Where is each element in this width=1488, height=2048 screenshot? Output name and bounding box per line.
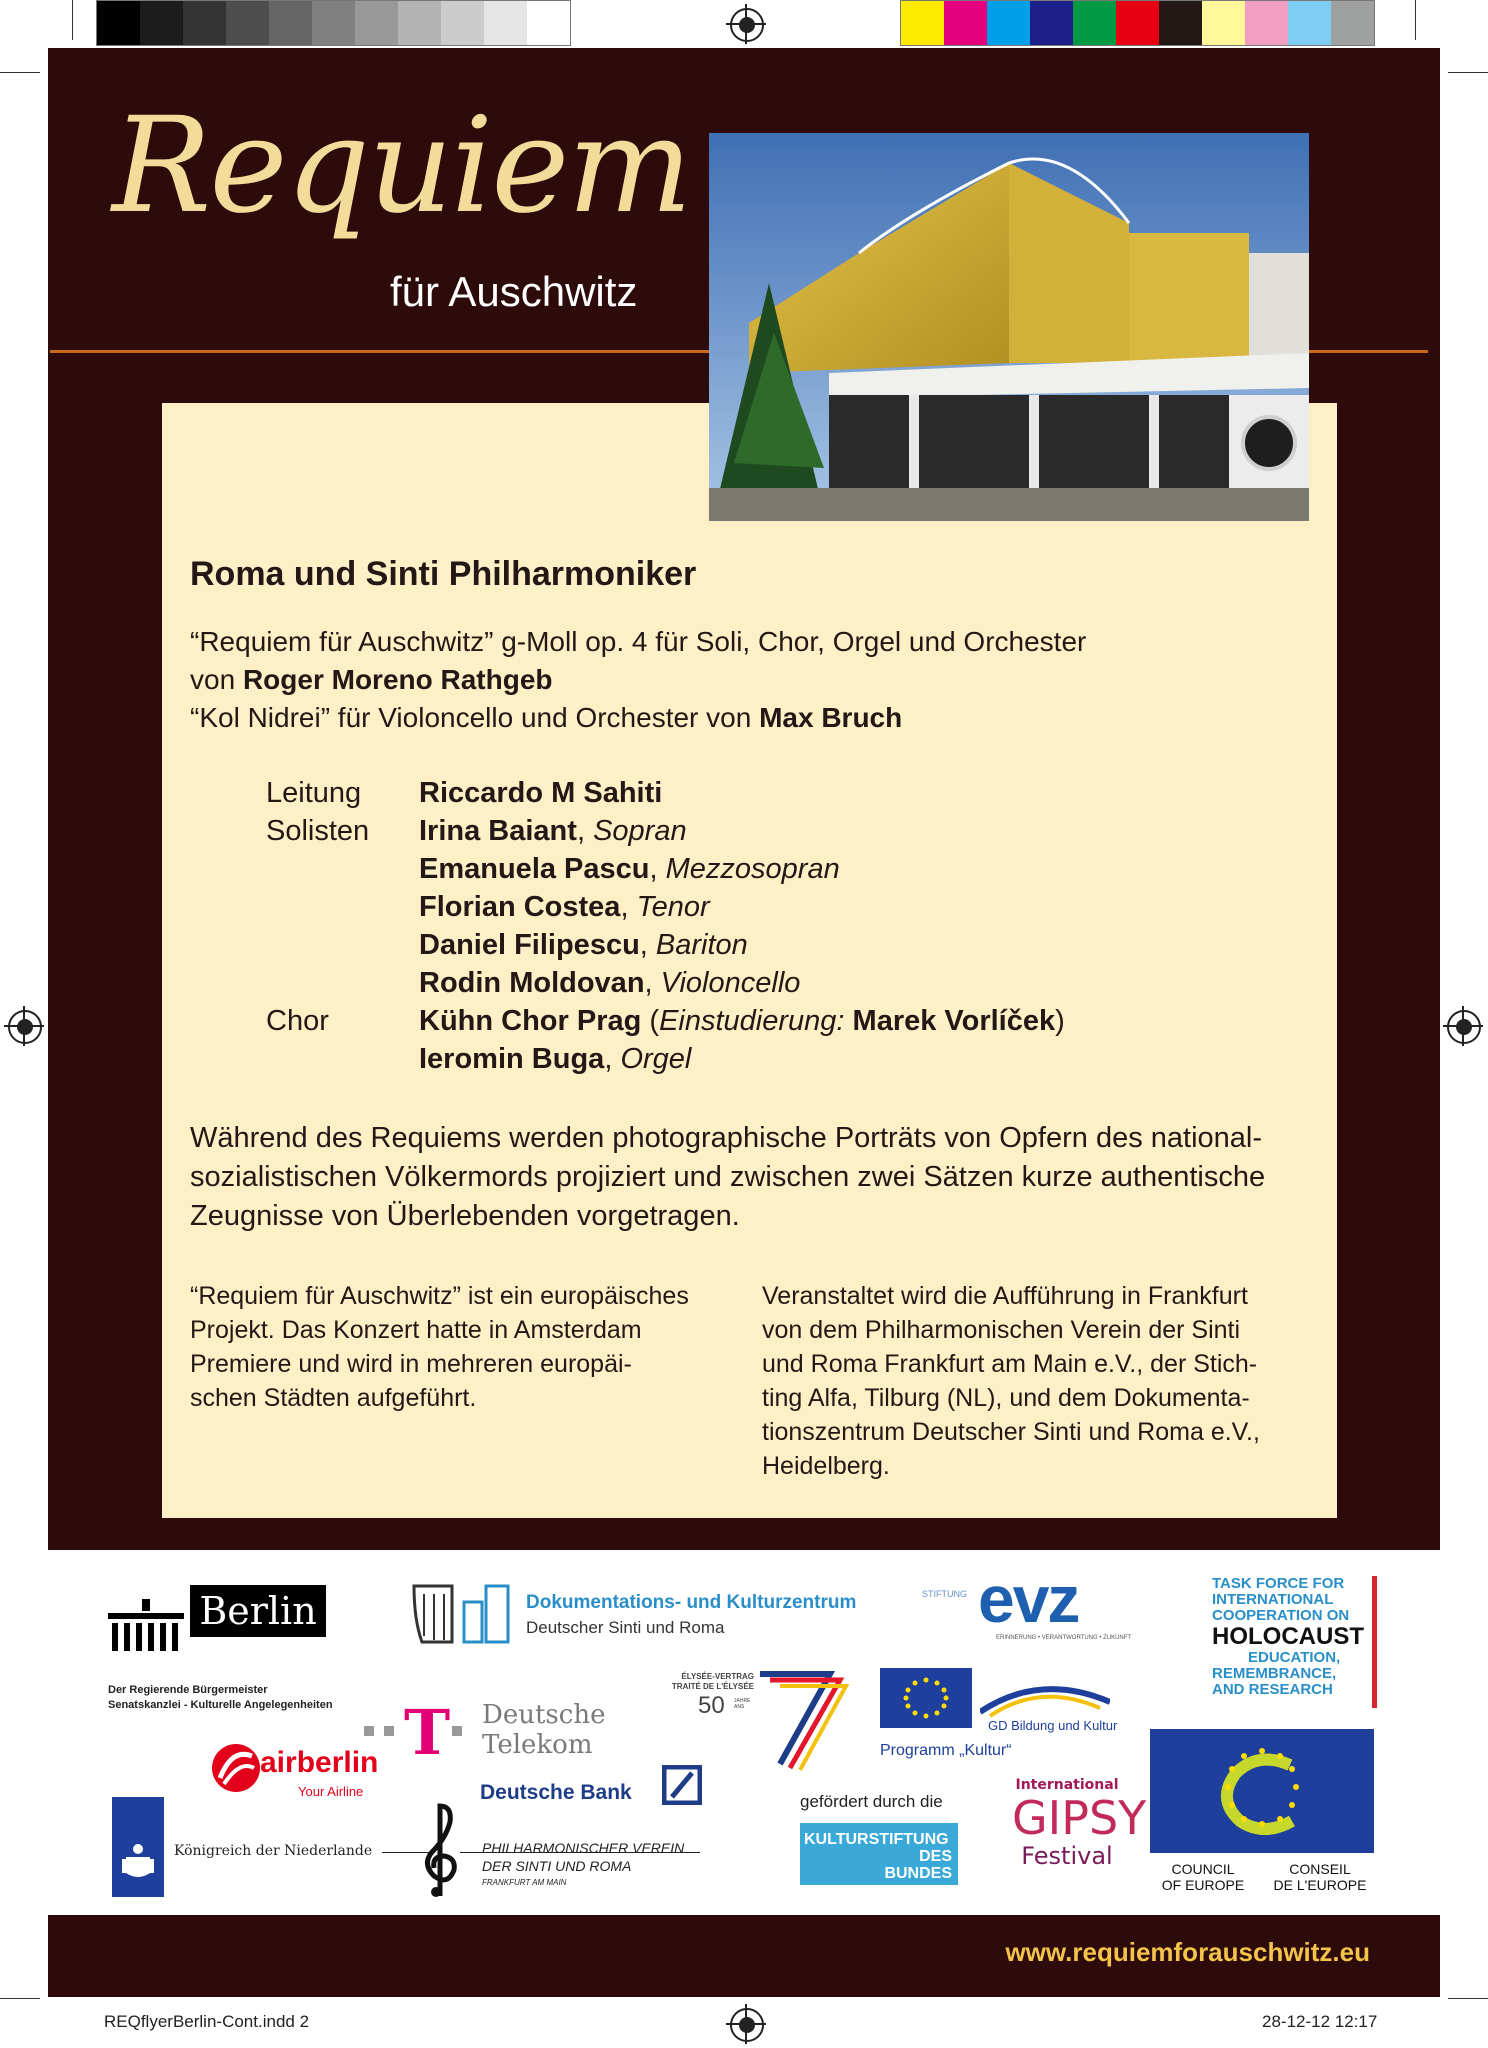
gray-swatch	[398, 1, 441, 45]
cast-name: Rodin Moldovan	[419, 967, 645, 999]
task-force-line: COOPERATION ON	[1212, 1607, 1350, 1624]
gipsy-line-1: International	[1015, 1777, 1119, 1793]
left-column-line: Premiere und wird in mehreren europäi-	[190, 1350, 632, 1378]
telekom-t-icon: T	[404, 1696, 451, 1769]
cast-name: Ieromin Buga	[419, 1043, 605, 1075]
task-force-line: EDUCATION,	[1248, 1649, 1341, 1666]
program-line-2	[190, 661, 553, 699]
telekom-line-2: Telekom	[482, 1730, 593, 1760]
cast-entry: Rodin Moldovan, Violoncello	[419, 967, 801, 999]
crop-mark	[1415, 0, 1416, 40]
title-subtitle: für Auschwitz	[390, 268, 638, 315]
color-swatch	[944, 1, 987, 45]
kulturstiftung-caption: gefördert durch die	[800, 1792, 943, 1811]
berlin-wordmark: Berlin	[190, 1585, 326, 1637]
crop-mark	[0, 1998, 40, 1999]
process-color-bar	[900, 0, 1375, 46]
description-line: sozialistischen Völkermords projiziert und zwischen zwei Sätzen kurze authentische	[190, 1161, 1266, 1193]
right-column	[762, 1279, 1322, 1483]
program-line-1: “Requiem für Auschwitz” g-Moll op. 4 für Soli, Chor, Orgel und Orchester	[190, 626, 1087, 657]
council-of-europe-c-icon	[1150, 1729, 1374, 1853]
kulturstiftung-logo	[800, 1823, 958, 1885]
gray-swatch	[527, 1, 570, 45]
crop-mark	[72, 0, 73, 40]
airberlin-wordmark: airberlin	[260, 1746, 379, 1779]
chor-note-label: Einstudierung:	[659, 1005, 845, 1037]
gray-swatch	[97, 1, 140, 45]
gray-swatch	[226, 1, 269, 45]
website-url[interactable]: www.requiemforauschwitz.eu	[1005, 1937, 1370, 1967]
telekom-dot	[452, 1726, 462, 1736]
berlin-caption-line: Der Regierende Bürgermeister	[108, 1684, 268, 1696]
color-swatch	[1288, 1, 1331, 45]
cast-role: Sopran	[593, 815, 687, 847]
airberlin-tagline: Your Airline	[298, 1784, 364, 1799]
kulturstiftung-line: KULTURSTIFTUNG	[804, 1831, 949, 1848]
description-line: Zeugnisse von Überlebenden vorgetragen.	[190, 1200, 740, 1232]
registration-mark-bottom-icon	[730, 2008, 764, 2042]
berlin-caption-line: Senatskanzlei - Kulturelle Angelegenheiten	[108, 1699, 333, 1711]
content-card	[162, 403, 1337, 1518]
left-column	[190, 1279, 710, 1415]
council-flag	[1150, 1729, 1374, 1853]
cast-name: Emanuela Pascu	[419, 853, 650, 885]
council-of-europe-logo	[1150, 1729, 1374, 1893]
gray-swatch	[441, 1, 484, 45]
gray-swatch	[312, 1, 355, 45]
elysee-seven-icon	[750, 1664, 850, 1774]
color-swatch	[1202, 1, 1245, 45]
philharmonie-photo	[709, 133, 1309, 521]
cast-name: Irina Baiant	[419, 815, 577, 847]
dokumentationszentrum-logo	[412, 1580, 857, 1650]
left-column-line: Projekt. Das Konzert hatte in Amsterdam	[190, 1316, 642, 1344]
gipsy-line-3: Festival	[1021, 1842, 1113, 1870]
berlin-caption	[108, 1683, 333, 1713]
cast-name: Riccardo M Sahiti	[419, 777, 663, 809]
gray-swatch	[140, 1, 183, 45]
paren: )	[1055, 1005, 1065, 1037]
elysee-line-2: TRAITÉ DE L'ÉLYSÉE	[671, 1682, 754, 1691]
philharmonischer-verein-logo	[382, 1800, 722, 1900]
color-swatch	[1116, 1, 1159, 45]
orchestra-heading: Roma und Sinti Philharmoniker	[190, 555, 697, 593]
verein-line-3: FRANKFURT AM MAIN	[482, 1878, 567, 1887]
cast-entry: Irina Baiant, Sopran	[419, 815, 687, 847]
color-swatch	[1245, 1, 1288, 45]
color-swatch	[1331, 1, 1374, 45]
cast-name: Florian Costea	[419, 891, 621, 923]
registration-mark-right-icon	[1447, 1010, 1481, 1044]
council-en-line: OF EUROPE	[1161, 1877, 1245, 1893]
cast-label: Chor	[266, 1005, 329, 1037]
evz-tagline: ERINNERUNG • VERANTWORTUNG • ZUKUNFT	[996, 1635, 1132, 1641]
task-force-line: AND RESEARCH	[1212, 1681, 1333, 1698]
right-column-line: ting Alfa, Tilburg (NL), und dem Dokumenta-	[762, 1384, 1250, 1412]
task-force-line: TASK FORCE FOR	[1212, 1575, 1345, 1592]
evz-prefix: STIFTUNG	[922, 1589, 967, 1599]
program-line-2-prefix: von	[190, 664, 243, 695]
cast-role: Violoncello	[660, 967, 801, 999]
evz-logo	[922, 1562, 1172, 1645]
program-line-3	[190, 699, 902, 737]
gray-swatch	[484, 1, 527, 45]
cast-name: Kühn Chor Prag	[419, 1005, 642, 1037]
cast-role: Orgel	[620, 1043, 692, 1075]
crop-mark	[1448, 1998, 1488, 1999]
cast-entry: Florian Costea, Tenor	[419, 891, 710, 923]
color-swatch	[987, 1, 1030, 45]
cast-role: Tenor	[636, 891, 710, 923]
cast-entry	[419, 1005, 1065, 1038]
telekom-dot	[384, 1726, 394, 1736]
grayscale-color-bar	[96, 0, 571, 46]
gray-swatch	[355, 1, 398, 45]
verein-line-2: DER SINTI UND ROMA	[482, 1858, 632, 1874]
paren: (	[649, 1005, 660, 1037]
right-column-line: Heidelberg.	[762, 1452, 890, 1480]
composer-name-2: Max Bruch	[759, 702, 903, 733]
dokumentationszentrum-subtitle: Deutscher Sinti und Roma	[526, 1618, 725, 1637]
right-column-line: tionszentrum Deutscher Sinti und Roma e.V.,	[762, 1418, 1260, 1446]
title-script: Requiem	[112, 89, 691, 243]
cast-label: Leitung	[266, 777, 362, 809]
gray-swatch	[269, 1, 312, 45]
slug-filename: REQflyerBerlin-Cont.indd 2	[104, 2012, 310, 2031]
gipsy-festival-logo	[1012, 1776, 1147, 1886]
cast-role: Bariton	[655, 929, 748, 961]
gray-swatch	[183, 1, 226, 45]
dutch-crest-icon	[112, 1797, 164, 1897]
crop-mark	[0, 72, 40, 73]
right-column-line: und Roma Frankfurt am Main e.V., der Stich-	[762, 1350, 1258, 1378]
color-swatch	[1073, 1, 1116, 45]
chor-director: Marek Vorlíček	[852, 1005, 1056, 1037]
description-line: Während des Requiems werden photographische Porträts von Opfern des national-	[190, 1122, 1262, 1154]
task-force-logo	[1212, 1576, 1377, 1708]
left-column-line: “Requiem für Auschwitz” ist ein europäisches	[190, 1282, 689, 1310]
program-line-3-prefix: “Kol Nidrei” für Violoncello und Orchester von	[190, 702, 760, 733]
council-en-line: COUNCIL	[1171, 1861, 1235, 1877]
berlin-logo	[108, 1585, 328, 1655]
gd-education-icon	[980, 1682, 1110, 1722]
council-fr-line: CONSEIL	[1289, 1861, 1351, 1877]
deutsche-bank-wordmark: Deutsche Bank	[480, 1781, 632, 1804]
color-swatch	[1030, 1, 1073, 45]
color-swatch	[901, 1, 944, 45]
kulturstiftung-line: BUNDES	[884, 1865, 952, 1882]
composer-name: Roger Moreno Rathgeb	[242, 664, 553, 695]
color-swatch	[1159, 1, 1202, 45]
crop-mark	[1448, 72, 1488, 73]
elysee-small: JAHRE ANS	[734, 1698, 751, 1710]
gipsy-line-2: GIPSY	[1012, 1791, 1147, 1845]
berlin-bear-icon	[108, 1591, 186, 1653]
task-force-line: INTERNATIONAL	[1212, 1591, 1334, 1608]
airberlin-icon	[210, 1738, 260, 1798]
deutsche-bank-slash-icon	[662, 1765, 702, 1805]
kulturstiftung-line: DES	[919, 1848, 952, 1865]
niederlande-crest-bg	[112, 1797, 164, 1897]
gd-label: GD Bildung und Kultur	[988, 1718, 1118, 1733]
telekom-logo	[364, 1696, 606, 1769]
council-fr-line: DE L'EUROPE	[1273, 1877, 1367, 1893]
eu-culture-logo	[880, 1668, 1120, 1768]
elysee-line-1: ÉLYSÉE-VERTRAG	[681, 1672, 754, 1681]
eu-flag-icon	[880, 1668, 972, 1728]
evz-wordmark: evz	[978, 1562, 1079, 1636]
cast-role: Mezzosopran	[665, 853, 840, 885]
council-fr	[1266, 1861, 1374, 1893]
slug-timestamp: 28-12-12 12:17	[1262, 2012, 1378, 2031]
cast-name: Daniel Filipescu	[419, 929, 640, 961]
right-column-line: von dem Philharmonischen Verein der Sinti	[762, 1316, 1241, 1344]
niederlande-logo	[112, 1797, 373, 1897]
program-kultur-label: Programm „Kultur“	[880, 1742, 1012, 1759]
task-force-line: HOLOCAUST	[1212, 1623, 1364, 1650]
telekom-line-1: Deutsche	[482, 1700, 606, 1730]
cast-entry: Ieromin Buga, Orgel	[419, 1043, 692, 1075]
left-column-line: schen Städten aufgeführt.	[190, 1384, 477, 1412]
treble-clef-icon	[420, 1800, 460, 1900]
task-force-line: REMEMBRANCE,	[1212, 1665, 1337, 1682]
elysee-number: 50	[698, 1692, 725, 1719]
telekom-dot	[364, 1726, 374, 1736]
verein-line-1: PHILHARMONISCHER VEREIN	[482, 1840, 685, 1856]
council-en	[1150, 1861, 1256, 1893]
cast-entry: Emanuela Pascu, Mezzosopran	[419, 853, 840, 885]
dokumentationszentrum-title: Dokumentations- und Kulturzentrum	[526, 1592, 857, 1613]
right-column-line: Veranstaltet wird die Aufführung in Frankfurt	[762, 1282, 1248, 1310]
registration-mark-left-icon	[8, 1010, 42, 1044]
registration-mark-top-icon	[730, 8, 764, 42]
dokumentationszentrum-icon	[412, 1580, 512, 1646]
cast-label: Solisten	[266, 815, 370, 847]
footer-bar	[48, 1915, 1440, 1997]
cast-entry: Daniel Filipescu, Bariton	[419, 929, 748, 961]
niederlande-label: Königreich der Niederlande	[174, 1843, 373, 1859]
